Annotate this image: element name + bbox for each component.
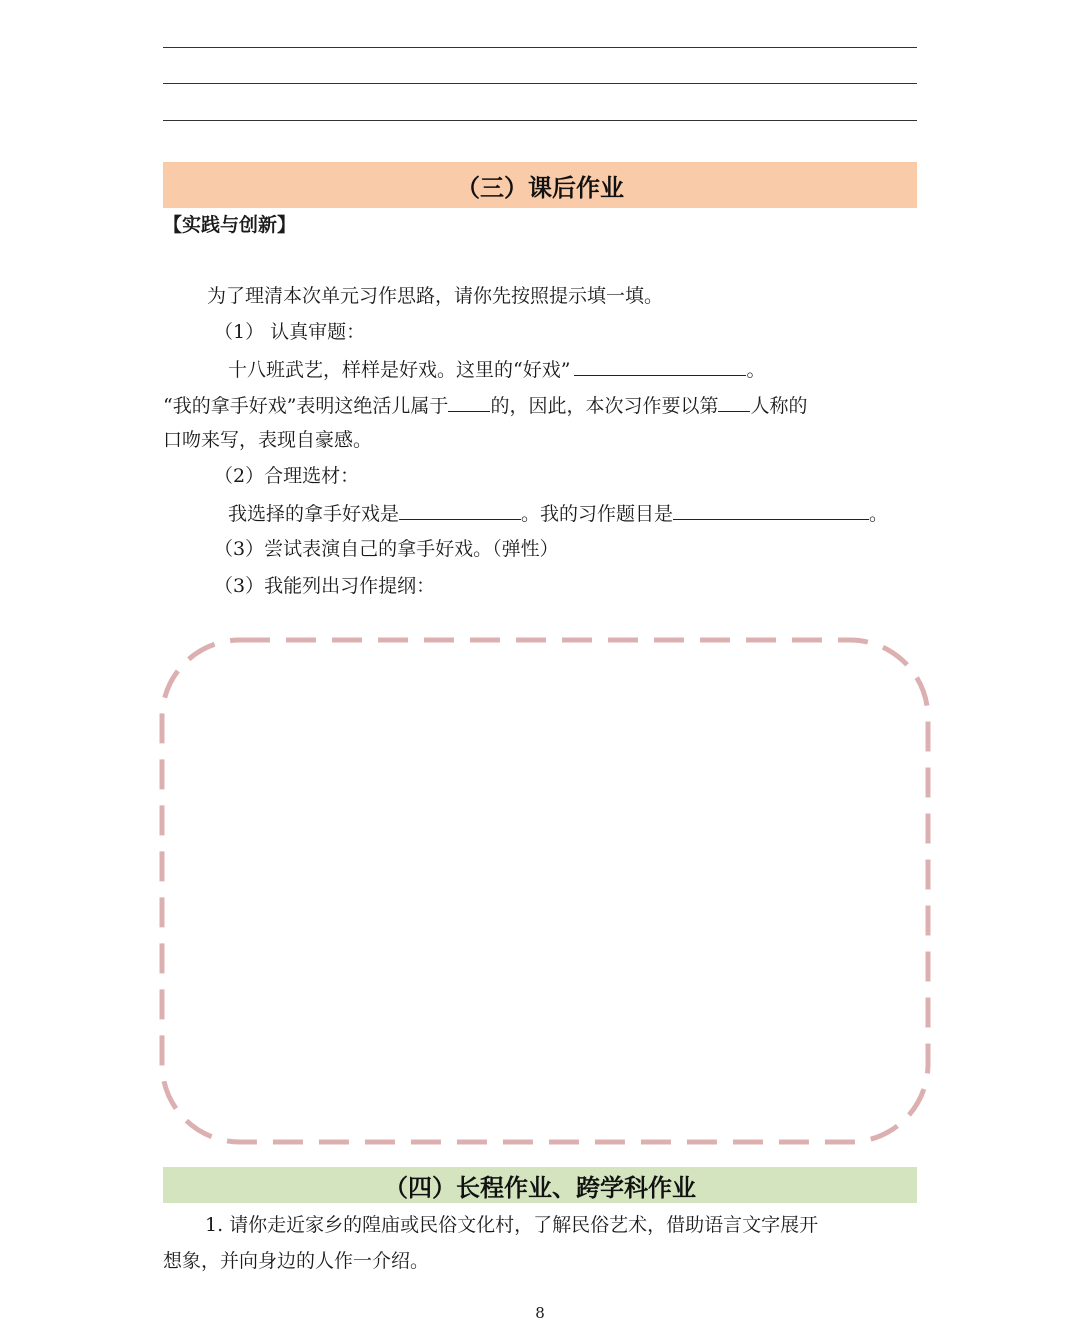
blank-belongs[interactable] <box>448 391 490 412</box>
item2-heading: （2）合理选材： <box>214 465 360 487</box>
section-title: （三）课后作业 <box>456 173 624 202</box>
outline-writing-box[interactable] <box>158 636 932 1146</box>
page-number: 8 <box>535 1304 545 1322</box>
intro-text: 为了理清本次单元习作思路，请你先按照提示填一填。 <box>207 285 664 307</box>
item2-line-end: 。 <box>869 503 889 525</box>
item1-line2-a: “我的拿手好戏”表明这绝活儿属于 <box>163 395 449 417</box>
section-header-longterm <box>163 1167 917 1203</box>
section-title: （四）长程作业、跨学科作业 <box>384 1173 696 1202</box>
item2-line-a: 我选择的拿手好戏是 <box>228 503 400 525</box>
item1-line1 <box>228 355 765 383</box>
item1-line2-c: 人称的 <box>750 395 808 417</box>
item1-line1-end: 。 <box>746 359 766 381</box>
practice-label: 【实践与创新】 <box>163 214 297 236</box>
blank-person[interactable] <box>718 391 750 412</box>
item2-line <box>228 499 888 527</box>
item1-line2-b: 的，因此，本次习作要以第 <box>490 395 719 417</box>
item1-line2 <box>163 391 807 419</box>
item4-text: （3）我能列出习作提纲： <box>214 575 436 597</box>
answer-line-3[interactable] <box>163 120 917 121</box>
blank-meaning[interactable] <box>574 355 746 376</box>
item1-line1-text: 十八班武艺，样样是好戏。这里的“好戏” <box>228 359 571 381</box>
task1-line1: 1. 请你走近家乡的隍庙或民俗文化村，了解民俗艺术，借助语言文字展开 <box>205 1214 819 1236</box>
blank-skill[interactable] <box>399 499 521 520</box>
answer-line-2[interactable] <box>163 83 917 84</box>
item3-text: （3）尝试表演自己的拿手好戏。（弹性） <box>214 538 559 560</box>
answer-line-1[interactable] <box>163 47 917 48</box>
task1-line2: 想象，并向身边的人作一介绍。 <box>163 1250 430 1272</box>
item2-line-b: 。我的习作题目是 <box>521 503 674 525</box>
item1-heading: （1） 认真审题： <box>214 321 366 343</box>
section-header-homework <box>163 162 917 208</box>
blank-title[interactable] <box>673 499 869 520</box>
item1-line3: 口吻来写，表现自豪感。 <box>163 429 373 451</box>
